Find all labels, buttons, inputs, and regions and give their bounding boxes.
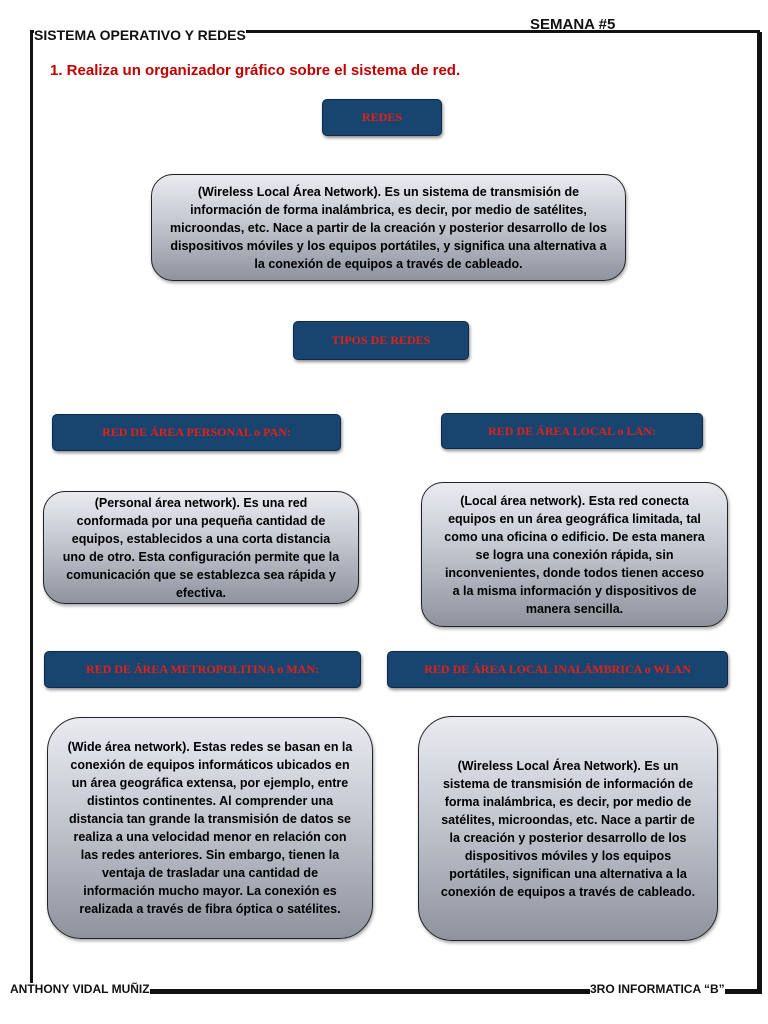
- wlan-title: RED DE ÁREA LOCAL INALÁMBRICA o WLAN: [424, 662, 691, 676]
- instruction-text: 1. Realiza un organizador gráfico sobre el sistema de red.: [50, 62, 461, 79]
- pan-title: RED DE ÁREA PERSONAL o PAN:: [102, 425, 291, 439]
- lan-title: RED DE ÁREA LOCAL o LAN:: [488, 423, 656, 438]
- week-label: SEMANA #5: [530, 16, 616, 33]
- author-name: ANTHONY VIDAL MUÑIZ: [10, 982, 150, 996]
- wlan-description-box: [418, 716, 718, 941]
- pan-description: (Personal área network). Es una red conformada por una pequeña cantidad de equipos, establecidos a una corta distancia uno de otro. Esta configuración permite que la comunicación que se establezca sea rápida y efectiva.: [62, 495, 340, 600]
- man-description: (Wide área network). Estas redes se basan en la conexión de equipos informáticos ubicados en un área geográfica extensa, por ejemplo, entre distintos continentes. Al comprender una distancia tan grande la transmisión de datos se realiza a una velocidad menor en relación con las redes anteriores. Sin embargo, tienen la ventaja de trasladar una cantidad de información mucho mayor. La conexión es realizada a través de fibra óptica o satélites.: [67, 740, 353, 916]
- man-description-box: [47, 717, 373, 939]
- types-title: TIPOS DE REDES: [331, 333, 431, 347]
- wlan-description: (Wireless Local Área Network). Es un sistema de transmisión de información de forma inalámbrica, es decir, por medio de satélites, microondas, etc. Nace a partir de la creación y posterior desarrollo de los dispositivos móviles y los equipos portátiles, significan una alternativa a la conexión de equipos a través de cableado.: [440, 758, 696, 899]
- root-description-box: [151, 174, 626, 281]
- lan-title-box: [441, 413, 703, 449]
- grade-label: 3RO INFORMATICA “B”: [590, 982, 725, 996]
- pan-description-box: [43, 491, 359, 604]
- lan-description: (Local área network). Esta red conecta equipos en un área geográfica limitada, tal como una oficina o edificio. De esta manera se logra una conexión rápida, sin inconvenientes, donde todos tienen acceso a la misma información y dispositivos de manera sencilla.: [444, 493, 705, 616]
- lan-description-box: [421, 482, 728, 627]
- man-title: RED DE ÁREA METROPOLITINA o MAN:: [85, 662, 319, 676]
- wlan-title-box: [387, 651, 728, 688]
- root-title-box: [322, 99, 442, 136]
- man-title-box: [44, 651, 361, 688]
- subject-title: SISTEMA OPERATIVO Y REDES: [34, 27, 246, 43]
- pan-title-box: [52, 414, 341, 451]
- types-title-box: [293, 321, 469, 360]
- root-title: REDES: [361, 110, 402, 124]
- root-description: (Wireless Local Área Network). Es un sistema de transmisión de información de forma inalámbrica, es decir, por medio de satélites, microondas, etc. Nace a partir de la creación y posterior desarrollo de los dispositivos móviles y los equipos portátiles, y significa una alternativa a la conexión de equipos a través de cableado.: [170, 184, 607, 271]
